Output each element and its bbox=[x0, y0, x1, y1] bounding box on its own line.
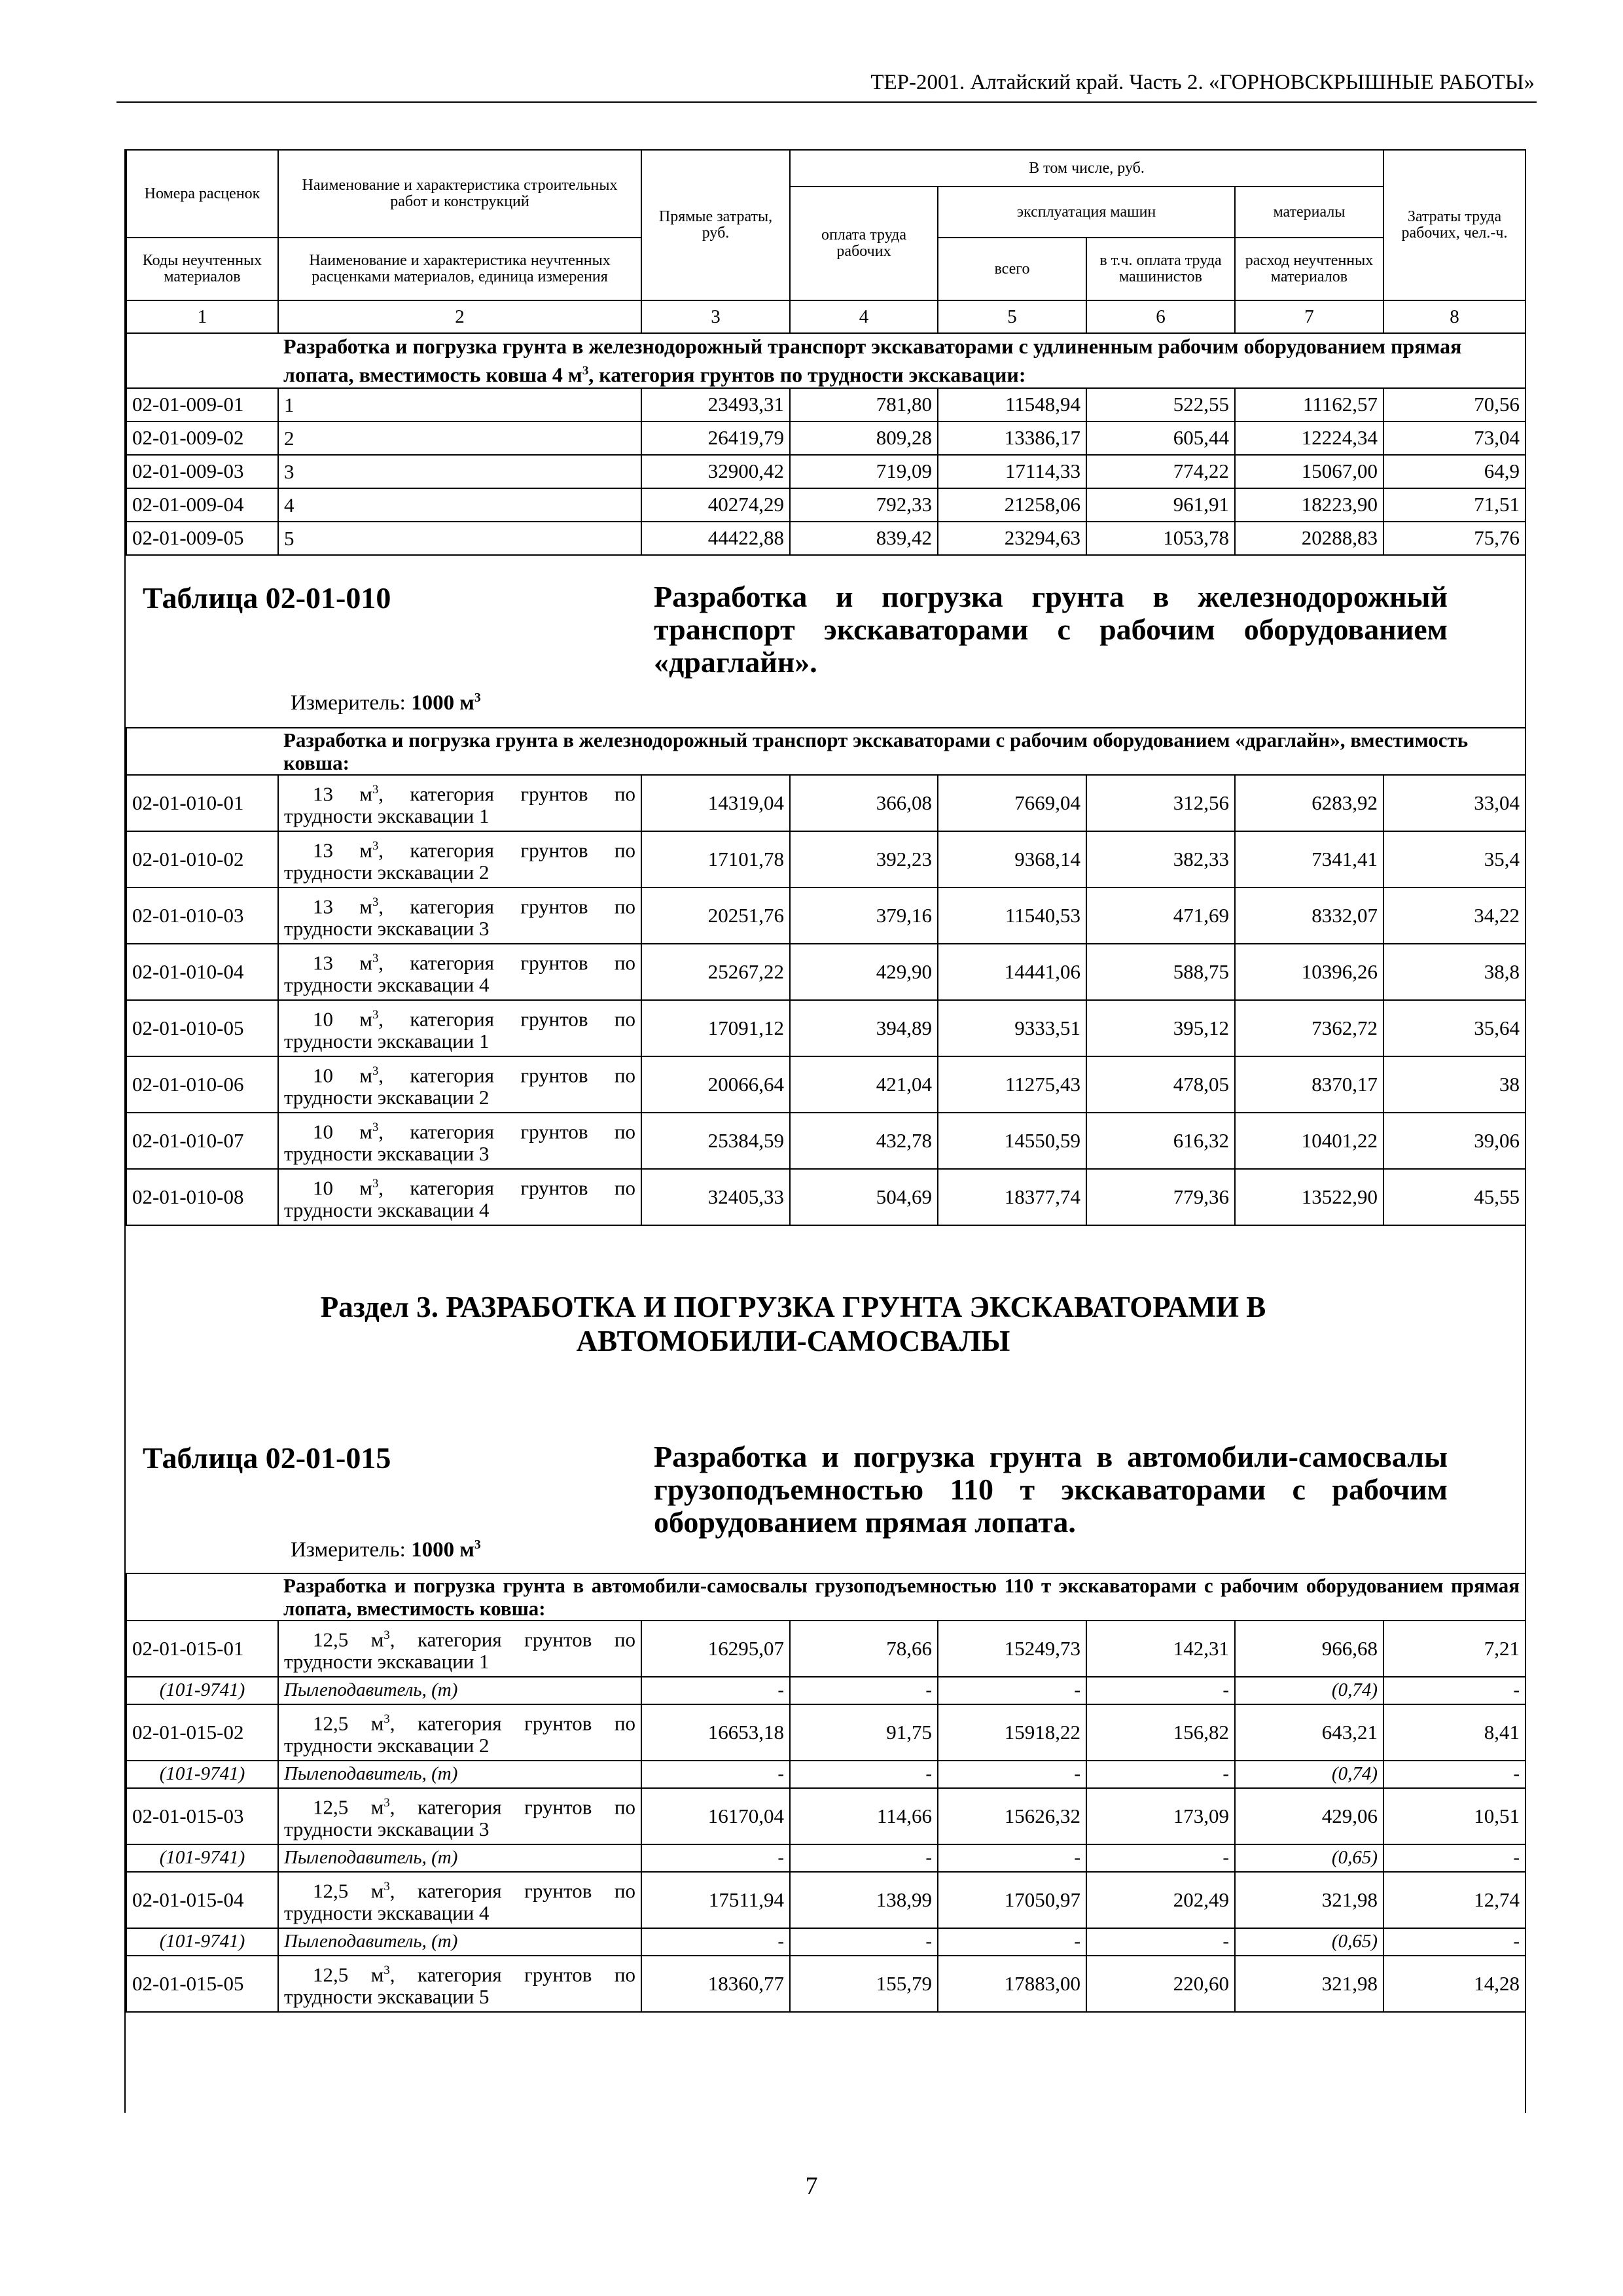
rate-code: 02-01-010-07 bbox=[126, 1113, 278, 1169]
col-header-machinists: в т.ч. оплата труда машинистов bbox=[1086, 238, 1235, 300]
rate-code: 02-01-010-01 bbox=[126, 775, 278, 831]
value-cell: 45,55 bbox=[1383, 1169, 1525, 1225]
material-code: (101-9741) bbox=[126, 1844, 278, 1872]
header-rule bbox=[116, 101, 1537, 103]
table-row bbox=[126, 422, 1525, 455]
value-cell: 16170,04 bbox=[641, 1788, 790, 1844]
material-name: Пылеподавитель, (т) bbox=[278, 1677, 641, 1704]
value-cell: 779,36 bbox=[1086, 1169, 1235, 1225]
value-cell: 25267,22 bbox=[641, 944, 790, 1000]
table-row bbox=[126, 1621, 1525, 1677]
value-cell: 15918,22 bbox=[938, 1704, 1086, 1761]
value-cell: 13522,90 bbox=[1235, 1169, 1383, 1225]
value-cell: 13386,17 bbox=[938, 422, 1086, 455]
table-row bbox=[126, 775, 1525, 831]
rate-name: 5 bbox=[278, 522, 641, 555]
value-cell: 17883,00 bbox=[938, 1956, 1086, 2012]
value-cell: 202,49 bbox=[1086, 1872, 1235, 1928]
value-cell: 17114,33 bbox=[938, 455, 1086, 488]
value-cell: 12224,34 bbox=[1235, 422, 1383, 455]
value-cell: 421,04 bbox=[790, 1056, 938, 1113]
value-cell: 429,90 bbox=[790, 944, 938, 1000]
value-cell: 38,8 bbox=[1383, 944, 1525, 1000]
value-cell: 15249,73 bbox=[938, 1621, 1086, 1677]
rate-name: 3 bbox=[278, 455, 641, 488]
rate-code: 02-01-009-05 bbox=[126, 522, 278, 555]
rate-name: 12,5 $м^3$, категория грунтов по трудности экскавации 3 bbox=[278, 1788, 641, 1844]
rate-code: 02-01-015-02 bbox=[126, 1704, 278, 1761]
column-number: 8 bbox=[1383, 300, 1525, 333]
col-header-direct: Прямые затраты, руб. bbox=[641, 150, 790, 300]
material-name: Пылеподавитель, (т) bbox=[278, 1928, 641, 1956]
value-cell: 605,44 bbox=[1086, 422, 1235, 455]
value-cell: 10396,26 bbox=[1235, 944, 1383, 1000]
column-number: 2 bbox=[278, 300, 641, 333]
value-cell: 839,42 bbox=[790, 522, 938, 555]
value-cell: 9368,14 bbox=[938, 831, 1086, 888]
value-cell: 321,98 bbox=[1235, 1956, 1383, 2012]
value-cell: 78,66 bbox=[790, 1621, 938, 1677]
value-cell: 10,51 bbox=[1383, 1788, 1525, 1844]
value-cell: 64,9 bbox=[1383, 455, 1525, 488]
rate-code: 02-01-009-04 bbox=[126, 488, 278, 522]
value-cell: 429,06 bbox=[1235, 1788, 1383, 1844]
value-cell: 588,75 bbox=[1086, 944, 1235, 1000]
value-cell: - bbox=[938, 1844, 1086, 1872]
value-cell: - bbox=[1086, 1928, 1235, 1956]
group-spacer bbox=[126, 728, 278, 775]
value-cell: 11548,94 bbox=[938, 388, 1086, 422]
value-cell: 7669,04 bbox=[938, 775, 1086, 831]
value-cell: - bbox=[1383, 1844, 1525, 1872]
value-cell: - bbox=[1086, 1677, 1235, 1704]
rate-code: 02-01-010-02 bbox=[126, 831, 278, 888]
rate-code: 02-01-015-03 bbox=[126, 1788, 278, 1844]
value-cell: 15626,32 bbox=[938, 1788, 1086, 1844]
value-cell: 394,89 bbox=[790, 1000, 938, 1056]
value-cell: 719,09 bbox=[790, 455, 938, 488]
rate-code: 02-01-015-01 bbox=[126, 1621, 278, 1677]
value-cell: 18223,90 bbox=[1235, 488, 1383, 522]
material-row bbox=[126, 1844, 1525, 1872]
rate-name: 1 bbox=[278, 388, 641, 422]
value-cell: 38 bbox=[1383, 1056, 1525, 1113]
value-cell: 8332,07 bbox=[1235, 888, 1383, 944]
value-cell: 9333,51 bbox=[938, 1000, 1086, 1056]
rate-name: 12,5 $м^3$, категория грунтов по трудности экскавации 1 bbox=[278, 1621, 641, 1677]
col-header-mat-codes: Коды неучтенных материалов bbox=[126, 238, 278, 300]
value-cell: 395,12 bbox=[1086, 1000, 1235, 1056]
rate-name: 13 $м^3$, категория грунтов по трудности экскавации 4 bbox=[278, 944, 641, 1000]
table-010-measure: Измеритель: 1000 $м^3$ bbox=[291, 690, 481, 715]
value-cell: 14550,59 bbox=[938, 1113, 1086, 1169]
value-cell: - bbox=[790, 1928, 938, 1956]
value-cell: (0,65) bbox=[1235, 1844, 1383, 1872]
value-cell: 33,04 bbox=[1383, 775, 1525, 831]
value-cell: 32900,42 bbox=[641, 455, 790, 488]
material-row bbox=[126, 1761, 1525, 1788]
value-cell: - bbox=[790, 1761, 938, 1788]
value-cell: 792,33 bbox=[790, 488, 938, 522]
value-cell: - bbox=[1086, 1761, 1235, 1788]
col-header-wages: оплата труда рабочих bbox=[790, 187, 938, 300]
page-header-title: ТЕР-2001. Алтайский край. Часть 2. «ГОРНОВСКРЫШНЫЕ РАБОТЫ» bbox=[870, 71, 1535, 94]
value-cell: 138,99 bbox=[790, 1872, 938, 1928]
value-cell: 11162,57 bbox=[1235, 388, 1383, 422]
value-cell: 14,28 bbox=[1383, 1956, 1525, 2012]
material-code: (101-9741) bbox=[126, 1677, 278, 1704]
value-cell: - bbox=[641, 1928, 790, 1956]
col-header-machines-total: всего bbox=[938, 238, 1086, 300]
rate-code: 02-01-010-03 bbox=[126, 888, 278, 944]
section-3-heading bbox=[126, 1226, 1525, 1574]
col-header-mat-names: Наименование и характеристика неучтенных расценками материалов, единица измерения bbox=[278, 238, 641, 300]
value-cell: 321,98 bbox=[1235, 1872, 1383, 1928]
value-cell: 17050,97 bbox=[938, 1872, 1086, 1928]
value-cell: 71,51 bbox=[1383, 488, 1525, 522]
value-cell: 75,76 bbox=[1383, 522, 1525, 555]
rate-code: 02-01-010-04 bbox=[126, 944, 278, 1000]
value-cell: 16653,18 bbox=[641, 1704, 790, 1761]
value-cell: 616,32 bbox=[1086, 1113, 1235, 1169]
table-row bbox=[126, 1113, 1525, 1169]
table-010-heading bbox=[126, 556, 1525, 728]
value-cell: 11540,53 bbox=[938, 888, 1086, 944]
rows-010 bbox=[126, 775, 1525, 1225]
value-cell: 142,31 bbox=[1086, 1621, 1235, 1677]
material-row bbox=[126, 1928, 1525, 1956]
value-cell: 6283,92 bbox=[1235, 775, 1383, 831]
table-row bbox=[126, 888, 1525, 944]
value-cell: 781,80 bbox=[790, 388, 938, 422]
value-cell: 35,4 bbox=[1383, 831, 1525, 888]
column-number: 6 bbox=[1086, 300, 1235, 333]
group-spacer bbox=[126, 333, 278, 388]
value-cell: 809,28 bbox=[790, 422, 938, 455]
value-cell: 21258,06 bbox=[938, 488, 1086, 522]
value-cell: 17091,12 bbox=[641, 1000, 790, 1056]
column-number-row bbox=[126, 300, 1525, 333]
table-row bbox=[126, 944, 1525, 1000]
value-cell: - bbox=[1086, 1844, 1235, 1872]
table-015-label: Таблица 02-01-015 bbox=[143, 1441, 391, 1475]
table-row bbox=[126, 1056, 1525, 1113]
value-cell: 312,56 bbox=[1086, 775, 1235, 831]
col-header-name: Наименование и характеристика строительных работ и конструкций bbox=[278, 150, 641, 238]
value-cell: 14319,04 bbox=[641, 775, 790, 831]
rate-name: 13 $м^3$, категория грунтов по трудности экскавации 2 bbox=[278, 831, 641, 888]
value-cell: - bbox=[938, 1677, 1086, 1704]
material-name: Пылеподавитель, (т) bbox=[278, 1844, 641, 1872]
rows-009 bbox=[126, 388, 1525, 555]
table-row bbox=[126, 1788, 1525, 1844]
page-number: 7 bbox=[805, 2172, 818, 2200]
value-cell: 379,16 bbox=[790, 888, 938, 944]
col-header-codes: Номера расценок bbox=[126, 150, 278, 238]
value-cell: 16295,07 bbox=[641, 1621, 790, 1677]
rate-name: 10 $м^3$, категория грунтов по трудности экскавации 2 bbox=[278, 1056, 641, 1113]
value-cell: 432,78 bbox=[790, 1113, 938, 1169]
value-cell: - bbox=[641, 1761, 790, 1788]
table-row bbox=[126, 522, 1525, 555]
estimate-table-015 bbox=[126, 1574, 1526, 2013]
rate-name: 12,5 $м^3$, категория грунтов по трудности экскавации 2 bbox=[278, 1704, 641, 1761]
value-cell: 966,68 bbox=[1235, 1621, 1383, 1677]
value-cell: (0,74) bbox=[1235, 1761, 1383, 1788]
column-number: 3 bbox=[641, 300, 790, 333]
value-cell: 155,79 bbox=[790, 1956, 938, 2012]
rate-name: 10 $м^3$, категория грунтов по трудности экскавации 4 bbox=[278, 1169, 641, 1225]
table-row bbox=[126, 1000, 1525, 1056]
value-cell: 1053,78 bbox=[1086, 522, 1235, 555]
rate-name: 13 $м^3$, категория грунтов по трудности экскавации 1 bbox=[278, 775, 641, 831]
rate-code: 02-01-010-08 bbox=[126, 1169, 278, 1225]
estimate-table-009 bbox=[126, 149, 1526, 556]
value-cell: 44422,88 bbox=[641, 522, 790, 555]
col-header-machines: эксплуатация машин bbox=[938, 187, 1235, 238]
value-cell: 14441,06 bbox=[938, 944, 1086, 1000]
value-cell: 91,75 bbox=[790, 1704, 938, 1761]
rate-code: 02-01-010-05 bbox=[126, 1000, 278, 1056]
group-title-010: Разработка и погрузка грунта в железнодорожный транспорт экскаваторами с рабочим оборудованием «драглайн», вместимость ковша: bbox=[278, 728, 1525, 775]
value-cell: - bbox=[641, 1677, 790, 1704]
rate-code: 02-01-015-05 bbox=[126, 1956, 278, 2012]
rows-015 bbox=[126, 1621, 1525, 2012]
value-cell: 17101,78 bbox=[641, 831, 790, 888]
value-cell: 382,33 bbox=[1086, 831, 1235, 888]
value-cell: 8,41 bbox=[1383, 1704, 1525, 1761]
value-cell: 504,69 bbox=[790, 1169, 938, 1225]
value-cell: - bbox=[1383, 1677, 1525, 1704]
value-cell: 11275,43 bbox=[938, 1056, 1086, 1113]
col-header-unaccounted: расход неучтенных материалов bbox=[1235, 238, 1383, 300]
rate-name: 10 $м^3$, категория грунтов по трудности экскавации 3 bbox=[278, 1113, 641, 1169]
table-row bbox=[126, 831, 1525, 888]
value-cell: 70,56 bbox=[1383, 388, 1525, 422]
col-header-in-total: В том числе, руб. bbox=[790, 150, 1383, 187]
table-010-label: Таблица 02-01-010 bbox=[143, 581, 391, 615]
estimate-table-010 bbox=[126, 728, 1526, 1226]
value-cell: 35,64 bbox=[1383, 1000, 1525, 1056]
value-cell: 114,66 bbox=[790, 1788, 938, 1844]
value-cell: 643,21 bbox=[1235, 1704, 1383, 1761]
rate-code: 02-01-010-06 bbox=[126, 1056, 278, 1113]
material-code: (101-9741) bbox=[126, 1761, 278, 1788]
material-code: (101-9741) bbox=[126, 1928, 278, 1956]
table-row bbox=[126, 455, 1525, 488]
value-cell: 23493,31 bbox=[641, 388, 790, 422]
rate-name: 4 bbox=[278, 488, 641, 522]
value-cell: 173,09 bbox=[1086, 1788, 1235, 1844]
value-cell: - bbox=[1383, 1761, 1525, 1788]
col-header-materials: материалы bbox=[1235, 187, 1383, 238]
col-header-labor: Затраты труда рабочих, чел.-ч. bbox=[1383, 150, 1525, 300]
material-name: Пылеподавитель, (т) bbox=[278, 1761, 641, 1788]
value-cell: - bbox=[790, 1677, 938, 1704]
value-cell: 7,21 bbox=[1383, 1621, 1525, 1677]
value-cell: 20251,76 bbox=[641, 888, 790, 944]
value-cell: 34,22 bbox=[1383, 888, 1525, 944]
rate-code: 02-01-009-03 bbox=[126, 455, 278, 488]
value-cell: 20066,64 bbox=[641, 1056, 790, 1113]
rate-name: 12,5 $м^3$, категория грунтов по трудности экскавации 5 bbox=[278, 1956, 641, 2012]
rate-code: 02-01-015-04 bbox=[126, 1872, 278, 1928]
table-015-description: Разработка и погрузка грунта в автомобили-самосвалы грузоподъемностью 110 т экскаваторами с рабочим оборудованием прямая лопата. bbox=[654, 1439, 1448, 1539]
value-cell: 26419,79 bbox=[641, 422, 790, 455]
document-frame bbox=[124, 149, 1526, 2113]
value-cell: 12,74 bbox=[1383, 1872, 1525, 1928]
value-cell: 366,08 bbox=[790, 775, 938, 831]
value-cell: - bbox=[641, 1844, 790, 1872]
table-row bbox=[126, 388, 1525, 422]
column-number: 4 bbox=[790, 300, 938, 333]
value-cell: 961,91 bbox=[1086, 488, 1235, 522]
rate-code: 02-01-009-01 bbox=[126, 388, 278, 422]
value-cell: 15067,00 bbox=[1235, 455, 1383, 488]
value-cell: 156,82 bbox=[1086, 1704, 1235, 1761]
value-cell: 220,60 bbox=[1086, 1956, 1235, 2012]
rate-name: 13 $м^3$, категория грунтов по трудности экскавации 3 bbox=[278, 888, 641, 944]
table-row bbox=[126, 1704, 1525, 1761]
table-row bbox=[126, 1872, 1525, 1928]
section-3-title: Раздел 3. РАЗРАБОТКА И ПОГРУЗКА ГРУНТА ЭКСКАВАТОРАМИ В АВТОМОБИЛИ-САМОСВАЛЫ bbox=[320, 1290, 1266, 1357]
value-cell: (0,74) bbox=[1235, 1677, 1383, 1704]
rate-name: 12,5 $м^3$, категория грунтов по трудности экскавации 4 bbox=[278, 1872, 641, 1928]
value-cell: 522,55 bbox=[1086, 388, 1235, 422]
value-cell: - bbox=[938, 1761, 1086, 1788]
value-cell: 18360,77 bbox=[641, 1956, 790, 2012]
value-cell: 40274,29 bbox=[641, 488, 790, 522]
value-cell: 73,04 bbox=[1383, 422, 1525, 455]
value-cell: 20288,83 bbox=[1235, 522, 1383, 555]
value-cell: (0,65) bbox=[1235, 1928, 1383, 1956]
table-row bbox=[126, 488, 1525, 522]
value-cell: - bbox=[938, 1928, 1086, 1956]
group-title-009: Разработка и погрузка грунта в железнодорожный транспорт экскаваторами с удлиненным рабочим оборудованием прямая лопата, вместимость ковша 4 $м^3$, категория грунтов по трудности экскавации: bbox=[278, 333, 1525, 388]
table-015-measure: Измеритель: 1000 $м^3$ bbox=[291, 1537, 481, 1562]
table-010-description: Разработка и погрузка грунта в железнодорожный транспорт экскаваторами с рабочим оборудованием «драглайн». bbox=[654, 579, 1448, 679]
value-cell: - bbox=[790, 1844, 938, 1872]
column-number: 5 bbox=[938, 300, 1086, 333]
material-row bbox=[126, 1677, 1525, 1704]
rate-name: 2 bbox=[278, 422, 641, 455]
rate-code: 02-01-009-02 bbox=[126, 422, 278, 455]
value-cell: 7341,41 bbox=[1235, 831, 1383, 888]
value-cell: 39,06 bbox=[1383, 1113, 1525, 1169]
value-cell: 478,05 bbox=[1086, 1056, 1235, 1113]
value-cell: 25384,59 bbox=[641, 1113, 790, 1169]
group-title-015: Разработка и погрузка грунта в автомобили-самосвалы грузоподъемностью 110 т экскаваторами с рабочим оборудованием прямая лопата, вместимость ковша: bbox=[278, 1574, 1525, 1621]
value-cell: 774,22 bbox=[1086, 455, 1235, 488]
value-cell: 471,69 bbox=[1086, 888, 1235, 944]
value-cell: 10401,22 bbox=[1235, 1113, 1383, 1169]
value-cell: 23294,63 bbox=[938, 522, 1086, 555]
rate-name: 10 $м^3$, категория грунтов по трудности экскавации 1 bbox=[278, 1000, 641, 1056]
column-number: 1 bbox=[126, 300, 278, 333]
value-cell: - bbox=[1383, 1928, 1525, 1956]
value-cell: 7362,72 bbox=[1235, 1000, 1383, 1056]
table-row bbox=[126, 1956, 1525, 2012]
value-cell: 32405,33 bbox=[641, 1169, 790, 1225]
value-cell: 17511,94 bbox=[641, 1872, 790, 1928]
value-cell: 18377,74 bbox=[938, 1169, 1086, 1225]
value-cell: 8370,17 bbox=[1235, 1056, 1383, 1113]
column-number: 7 bbox=[1235, 300, 1383, 333]
group-spacer bbox=[126, 1574, 278, 1621]
value-cell: 392,23 bbox=[790, 831, 938, 888]
table-row bbox=[126, 1169, 1525, 1225]
